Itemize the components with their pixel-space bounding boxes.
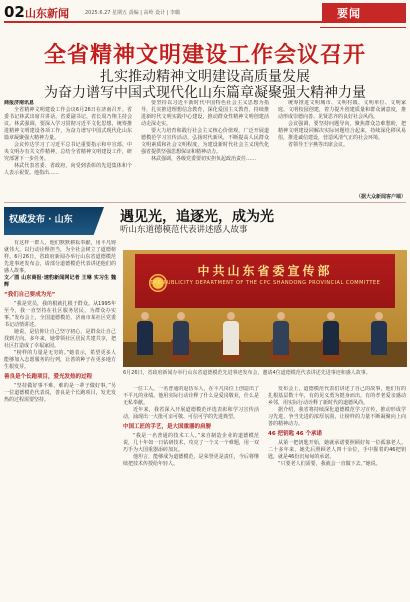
photo-person [273, 312, 289, 355]
story2-headline: 遇见光，追逐光，成为光 [120, 209, 274, 225]
story1-subhead-1: 扎实推动精神文明建设高质量发展 [100, 69, 310, 85]
story2-column-left [4, 240, 116, 598]
story1-column-2 [141, 100, 269, 200]
photo-backdrop [135, 254, 395, 308]
photo-person [137, 312, 153, 355]
paragraph: 林武强调，各级党委要切实担负起政治责任…… [151, 156, 257, 162]
subheading: 46 把钥匙 46 个承诺 [268, 431, 323, 437]
subheading: 中国工匠的手艺，是大国重器的肩膀 [123, 424, 212, 430]
photo-person [323, 312, 339, 355]
section-tag: 要闻 [337, 7, 361, 20]
photo-person [371, 312, 387, 355]
paragraph: 据介绍，我省将持续深化道德模范学习宣传，推动形成学习先进、争当先进的浓厚氛围，让榜样的力量不断凝聚向上向善的精神动力。 [268, 407, 406, 427]
paragraph: 省领导王宇燕等出席会议。 [288, 142, 349, 148]
paragraph: “坚持做好事不难，难的是一辈子做好事。”另一位道德模范代表说，善良是个长跑项目，发光发热的过程需要坚持。 [4, 383, 116, 403]
paragraph: 发布会上，道德模范代表们讲述了自己的故事，他们有的扎根基层数十年，有的见义勇为挺身而出，有的孝老爱亲感动乡邻，用实际行动诠释了新时代的道德风尚。 [268, 386, 406, 406]
paragraph: 要大力培育和践行社会主义核心价值观，广泛开展道德模范学习宣传活动，弘扬时代新风，不断提高人民群众文明素质和社会文明程度，为建设新时代社会主义现代化强省提供坚强思想保证和精神动力。 [141, 128, 269, 155]
section-name: 山东新闻 [25, 7, 69, 20]
photo-board-title: 中共山东省委宣传部 [197, 264, 333, 278]
section-tag-box [322, 3, 406, 23]
paragraph: 从第一把钥匙开始，她就承诺要照顾好每一位孤寡老人。二十多年来，她先后照顾老人四十余位，手中握着的46把钥匙，就是46份沉甸甸的承诺。 [268, 440, 406, 460]
tag-underline [320, 27, 406, 28]
issue-meta: 2025.6.27 星期五 责编 | 高岭 设计 | 李璐 [85, 10, 180, 16]
story1-column-3 [278, 100, 406, 192]
page-number: 02 [4, 3, 25, 21]
photo-board-english: THE PUBLICITY DEPARTMENT OF THE CPC SHANDONG PROVINCIAL COMMITTEE [149, 280, 381, 286]
byline: 商报济南讯息 [4, 100, 35, 106]
event-photo [123, 250, 407, 367]
story1-column-1 [4, 100, 132, 200]
paragraph: 他坦言，能够成为道德模范，是荣誉更是责任，今后将继续把技术传授给年轻人。 [123, 454, 259, 467]
byline: 文／图 山东商报·速豹新闻网记者 王琳 实习生 魏辉 [4, 275, 116, 288]
paragraph: “我是一名普通的技术工人。”来自制造企业的道德模范说，几十年如一日钻研技术，攻克了一个又一个难题，用一双巧手为大国重器添砖加瓦。 [123, 433, 259, 453]
paragraph: 会议传达学习了习近平总书记重要指示和中宣部、中央文明办有关文件精神，总结全省精神文明建设工作，研究部署下一步任务。 [4, 142, 132, 162]
story1-byline: （据大众新闻客户端） [355, 194, 406, 200]
story1-subhead-2: 为奋力谱写中国式现代化山东篇章凝聚强大精神力量 [44, 85, 366, 101]
photo-person [173, 312, 189, 355]
paragraph: “只要老人们需要，我就会一直做下去。”她说。 [278, 461, 381, 467]
banner-tail [78, 207, 104, 235]
banner-text: 权威发布 · 山东 [9, 215, 73, 225]
masthead [0, 0, 410, 32]
paragraph: 林武代表省委、省政府，向受到表彰的先进集体和个人表示祝贺。他指出…… [4, 163, 132, 176]
paragraph: “我是党员，我的根就扎根于群众。从1995年至今，我一直坚持在社区服务居民，为群众办实事。”发布会上，全国道德模范、济南市某社区党委书记动情讲述。 [4, 301, 116, 328]
subheading: 善良是个长跑项目，爱光发热的过程 [4, 374, 93, 380]
story2-subhead: 听山东道德模范代表讲述感人故事 [120, 225, 248, 235]
story1-headline: 全省精神文明建设工作会议召开 [43, 43, 366, 68]
photo-stage [123, 342, 407, 367]
paragraph: 近年来，我省深入开展道德模范评选表彰和学习宣传活动，涌现出一大批可亲可敬、可信可学的先进典型。 [123, 407, 259, 420]
story2-column-mid [123, 386, 259, 598]
paragraph: 一位工人、一名普通的退伍军人，在平凡岗位上创造出了不平凡的业绩。他用实际行动诠释了什么是爱岗敬业，什么是无私奉献。 [123, 386, 259, 406]
paragraph: 她说，是信仰让自己坚守初心，是群众让自己找到方向。多年来，她带领社区居民共建共享，把社区打造成了幸福家园。 [4, 329, 116, 349]
subheading: “我们自己要成为光” [4, 292, 56, 298]
paragraph: 全省精神文明建设工作会议6月26日在济南召开。省委书记林武出席并讲话，省委副书记、省长周乃翔主持会议。林武强调，要深入学习贯彻习近平文化思想，统筹推进精神文明建设各项工作，为奋力谱写中国式现代化山东篇章凝聚强大精神力量。 [4, 107, 132, 141]
section-divider [4, 202, 406, 203]
paragraph: 有这样一群人，他们默默耕耘奉献，用平凡铸就伟大，以行动诠释担当，为全社会树立了道德榜样。6月26日，省政府新闻办举行山东省道德模范先进事迹发布会，请部分道德模范代表讲述他们的感人故事。 [4, 240, 116, 274]
paragraph: 统筹推进文明城市、文明村镇、文明单位、文明家庭、文明校园创建，着力提升创建质量和群众满意度，推动形成崇德向善、见贤思齐的良好社会风尚。 [278, 100, 406, 120]
photo-caption: 6月26日，省政府新闻办举行山东省道德模范先进事迹发布会，邀请4位道德模范代表讲述先进事迹和感人故事。 [123, 370, 371, 376]
paragraph: 会议强调，要坚持问题导向，聚焦群众急难愁盼，把精神文明建设同解决实际问题结合起来，持续深化移风易俗，推进诚信建设，营造风清气正的社会环境。 [278, 121, 406, 141]
paragraph: 要坚持以习近平新时代中国特色社会主义思想为指导，扎实推进理想信念教育，深化爱国主义教育，持续推进新时代文明实践中心建设，推动群众性精神文明创建活动走深走实。 [141, 100, 269, 127]
story2-column-right [268, 386, 406, 598]
photo-person [223, 312, 239, 355]
paragraph: “榜样的力量是无穷的。”她表示，希望更多人能够加入志愿服务的行列，让善的种子在更多地方生根发芽。 [4, 350, 116, 370]
